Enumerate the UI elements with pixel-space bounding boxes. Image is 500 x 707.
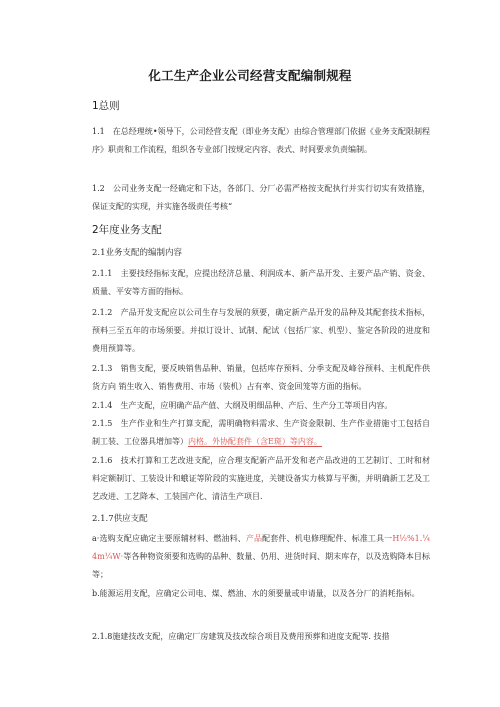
section-2-heading: 2年度业务支配 [92,224,162,236]
subsection-2-1-7-heading: 2.1.7供应支配 [92,514,148,524]
paragraph-2-1-4: 2.1.4 生产支配，应明确产品产值、大纲及明细品种、产后、生产分工等项目内容。 [92,401,393,410]
supply-a-text-1: a·选购支配应确定主要原辅材料、燃油料、 [92,534,246,543]
paragraph-2-1-3: 2.1.3 销售支配，要反映销售品种、销量，包括库存预料、分季支配及峰谷预料、主机配件供货方向 销生收入、销售费用、市场（装机）占有率、资金回笼等方面的指标。 [92,364,430,391]
paragraph-2-1-5 [92,415,430,451]
paragraph-1-1: 1.1 在总经理统•领导下，公司经营支配（即业务支配）由综合管理部门依据《业务支配限制程序》职责和工作流程，组织各专业部门按规定内容、表式、时间要求负责编制。 [92,127,430,154]
paragraph-2-1-1: 2.1.1 主要技经指标支配，应提出经济总量、利润成本、新产品开发、主要产品产销、资金、质量、平安等方面的指标。 [92,269,430,296]
document-title: 化工生产企业公司经营支配编制规程 [148,68,352,83]
paragraph-2-1-5-text: 2.1.5 生产作业和生产打算支配，需明确物料需求、生产资金限制、生产作业措施寸工包括自制工装、工位器具增加等） [92,419,430,446]
paragraph-supply-a [92,530,430,584]
section-1-heading: 1总则 [92,100,120,112]
paragraph-supply-b: b.能源运用支配，应确定公司电、煤、燃油、水的须要量或申请量，以及各分厂的消耗指标。 [92,589,420,598]
supply-a-highlight-2: H½%1.¼4m¼W· [92,534,431,561]
supply-a-text-3: 等各种物资须要和选购的品种、数量、仍用、进货时间、期末库存，以及选购降本目标等； [92,552,430,579]
paragraph-2-1-5-highlight: 内格。外协配套件（含E斑）等内容。 [188,437,322,446]
supply-a-highlight-1: 产品 [245,534,263,543]
paragraph-2-1-6: 2.1.6 技术打算和工艺改进支配，应合理支配新产品开发和老产品改进的工艺制订、工时和材料定额制订、工装设计和蛾证等阶段的实施进度，关键设备实力核算与平衡，并明确新工艺及工艺改进、工艺降本、工装国产化、清洁生产项目. [92,456,430,501]
paragraph-1-2: 1.2 公司业务支配一经确定和下达，各部门、分厂必需严格按支配执行并实行切实有效措施，保证支配的实现，并实施各级责任考核“ [92,184,430,211]
paragraph-2-1-8: 2.1.8施建技改支配，应确定厂房建筑及技改综合项目及费用预葬和进度支配等. 技措 [92,632,390,641]
subsection-2-1-heading: 2.1业务支配的编制内容 [92,248,183,258]
paragraph-2-1-2: 2.1.2 产品开发支配应以公司生存与发展的须要，确定新产品开发的品种及其配套技术指标，预料三至五年的市场须要。并拟订设计、试制、配试（包括厂家、机型）、鉴定各阶段的进度和费用预算等。 [92,308,430,353]
supply-a-text-2: 配套件、机电修理配件、标准工具一 [262,534,393,543]
